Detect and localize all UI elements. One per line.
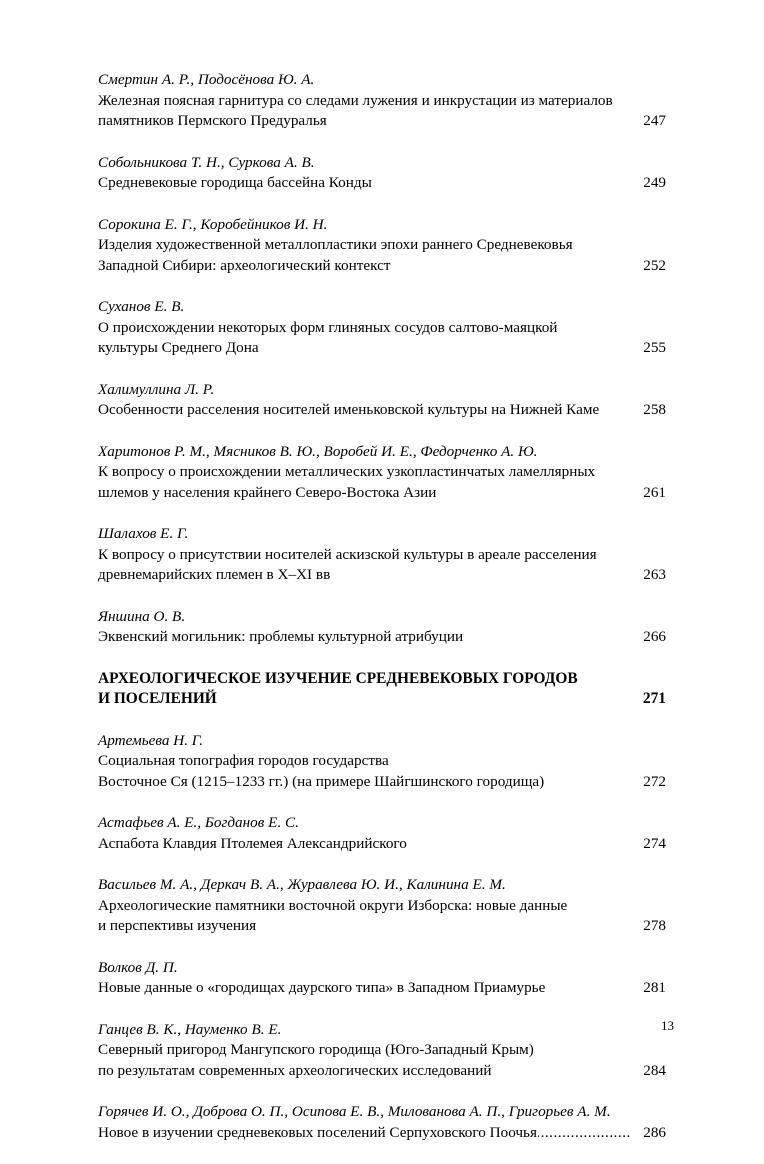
toc-entry-authors: Суханов Е. В. bbox=[98, 298, 185, 315]
toc-list bbox=[98, 731, 668, 1144]
toc-entry-title-last-line: Западной Сибири: археологический контекст bbox=[98, 256, 391, 274]
toc-entry-page-number: 258 bbox=[643, 401, 666, 418]
toc-entry-page-number: 278 bbox=[643, 917, 666, 934]
toc-entry bbox=[98, 1102, 668, 1143]
toc-entry-title-last-line: Новые данные о «городищах даурского типа» в Западном Приамурье bbox=[98, 979, 546, 996]
toc-entry bbox=[98, 297, 668, 359]
toc-entry-authors: Собольникова Т. Н., Суркова А. В. bbox=[98, 153, 315, 171]
toc-entry-page-number: 261 bbox=[643, 483, 666, 501]
toc-entry-page-number: 274 bbox=[643, 834, 666, 852]
toc-entry-page-number: 252 bbox=[643, 256, 666, 274]
toc-entry-title-line: Северный пригород Мангупского городища (Юго-Западный Крым) bbox=[98, 1041, 534, 1058]
toc-entry-title-line: Археологические памятники восточной округи Изборска: новые данные bbox=[98, 896, 568, 914]
page-number: 13 bbox=[661, 1018, 674, 1033]
toc-entry-title-line: К вопросу о присутствии носителей аскизской культуры в ареале расселения bbox=[98, 545, 597, 563]
toc-entry-page-number: 266 bbox=[643, 628, 666, 645]
toc-entry-title-last-line: культуры Среднего Дона bbox=[98, 339, 259, 356]
toc-entry-title-last-line: Особенности расселения носителей именьковской культуры на Нижней Каме bbox=[98, 401, 600, 418]
toc-entry-page-number: 272 bbox=[643, 772, 666, 790]
toc-entry bbox=[98, 1020, 668, 1082]
section-title-line-2: И ПОСЕЛЕНИЙ bbox=[98, 690, 217, 707]
toc-entry-authors: Артемьева Н. Г. bbox=[98, 731, 204, 749]
toc-entry-title-last-line: шлемов у населения крайнего Северо-Востока Азии bbox=[98, 483, 437, 501]
toc-entry-authors: Халимуллина Л. Р. bbox=[98, 380, 215, 398]
toc-entry bbox=[98, 153, 668, 194]
toc-entry bbox=[98, 524, 668, 586]
toc-entry-title-last-line: и перспективы изучения bbox=[98, 917, 257, 934]
toc-entry-authors: Яншина О. В. bbox=[98, 607, 186, 625]
toc-entry-title-line: Социальная топография городов государства bbox=[98, 752, 389, 769]
toc-entry bbox=[98, 731, 668, 793]
toc-section-heading bbox=[98, 669, 668, 710]
toc-entry-authors: Волков Д. П. bbox=[98, 958, 178, 976]
toc-entry-title-line: К вопросу о происхождении металлических узкопластинчатых ламеллярных bbox=[98, 463, 596, 480]
toc-entry-title-line: Железная поясная гарнитура со следами лужения и инкрустации из материалов bbox=[98, 91, 613, 109]
toc-list bbox=[98, 70, 668, 648]
toc-entry-authors: Харитонов Р. М., Мясников В. Ю., Воробей И. Е., Федорченко А. Ю. bbox=[98, 442, 538, 460]
toc-entry bbox=[98, 70, 668, 132]
toc-entry-authors: Горячев И. О., Доброва О. П., Осипова Е. В., Милованова А. П., Григорьев А. М. bbox=[98, 1103, 611, 1120]
toc-entry-title-last-line: Новое в изучении средневековых поселений Серпуховского Поочья bbox=[98, 1123, 537, 1141]
toc-entry-authors: Васильев М. А., Деркач В. А., Журавлева Ю. И., Калинина Е. М. bbox=[98, 876, 506, 893]
toc-entry bbox=[98, 215, 668, 277]
toc-entry-title-line: О происхождении некоторых форм глиняных сосудов салтово-маяцкой bbox=[98, 318, 558, 336]
toc-entry-authors: Шалахов Е. Г. bbox=[98, 525, 189, 542]
toc-entry bbox=[98, 813, 668, 854]
toc-entry bbox=[98, 607, 668, 648]
toc-entry-page-number: 255 bbox=[643, 339, 666, 356]
toc-entry-authors: Астафьев А. Е., Богданов Е. С. bbox=[98, 814, 299, 831]
toc-entry-page-number: 249 bbox=[643, 174, 666, 191]
toc-entry-title-last-line: Средневековые городища бассейна Конды bbox=[98, 174, 372, 191]
toc-entry-title-last-line: по результатам современных археологических исследований bbox=[98, 1061, 492, 1079]
section-title-line-1: АРХЕОЛОГИЧЕСКОЕ ИЗУЧЕНИЕ СРЕДНЕВЕКОВЫХ ГОРОДОВ bbox=[98, 669, 578, 687]
toc-entry bbox=[98, 958, 668, 999]
toc-entry bbox=[98, 380, 668, 421]
toc-entry-title-last-line: Аспабота Клавдия Птолемея Александрийского bbox=[98, 834, 407, 852]
toc-entry-title-last-line: памятников Пермского Предуралья bbox=[98, 112, 327, 129]
toc-entry-title-last-line: Восточное Ся (1215–1233 гг.) (на примере Шайгшинского городища) bbox=[98, 772, 545, 790]
section-page-number: 271 bbox=[642, 690, 666, 707]
toc-entry-title-line: Изделия художественной металлопластики эпохи раннего Средневековья bbox=[98, 236, 573, 253]
toc-entry-page-number: 247 bbox=[643, 112, 666, 129]
toc-entry-authors: Сорокина Е. Г., Коробейников И. Н. bbox=[98, 215, 328, 233]
toc-entry-authors: Смертин А. Р., Подосёнова Ю. А. bbox=[98, 71, 315, 88]
toc-entry bbox=[98, 875, 668, 937]
toc-entry-page-number: 286 bbox=[643, 1123, 666, 1141]
toc-entry-title-last-line: древнемарийских племен в X–XI вв bbox=[98, 566, 331, 583]
table-of-contents bbox=[98, 70, 668, 1164]
toc-entry-title-last-line: Эквенский могильник: проблемы культурной атрибуции bbox=[98, 628, 464, 645]
toc-entry-page-number: 263 bbox=[643, 566, 666, 583]
toc-entry bbox=[98, 442, 668, 504]
toc-entry-page-number: 281 bbox=[643, 979, 666, 996]
toc-entry-authors: Ганцев В. К., Науменко В. Е. bbox=[98, 1020, 282, 1038]
toc-entry-page-number: 284 bbox=[643, 1061, 666, 1079]
